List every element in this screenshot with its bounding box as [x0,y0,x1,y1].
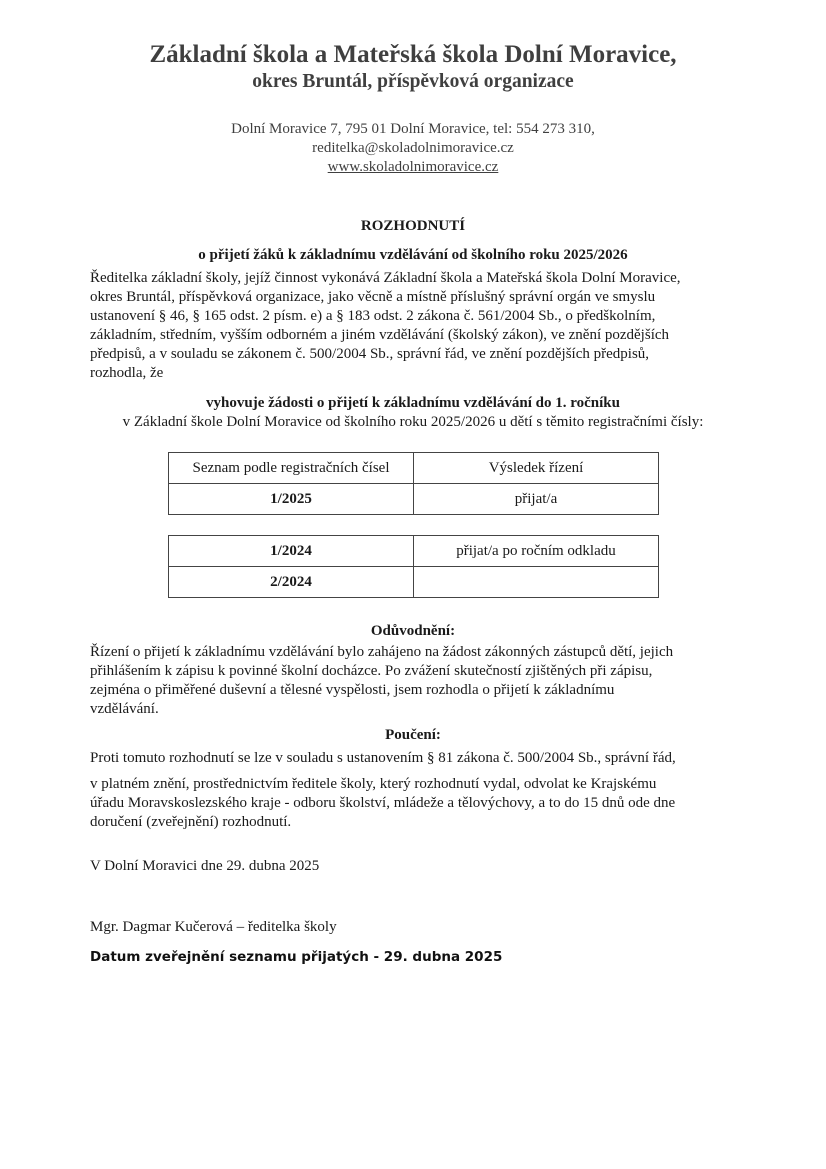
admission-result: přijat/a [414,484,659,515]
publication-date-note: Datum zveřejnění seznamu přijatých - 29. dubna 2025 [90,949,503,965]
intro-line: základním, středním, vyšším odborném a jiném vzdělávání (školský zákon), ve znění pozdějších [90,327,670,343]
table-row [169,536,659,567]
instruction-heading: Poučení: [385,727,441,743]
place-and-date: V Dolní Moravici dne 29. dubna 2025 [90,858,320,874]
column-header-registration: Seznam podle registračních čísel [169,453,414,484]
table-row [169,484,659,515]
decision-verdict-detail: v Základní škole Dolní Moravice od školního roku 2025/2026 u dětí s těmito registračními čísly: [122,414,704,430]
instruction-text [90,775,736,832]
table-header-row [169,453,659,484]
justification-line: vzdělávání. [90,701,159,717]
intro-line: předpisů, a v souladu se zákonem č. 500/2004 Sb., správní řád, ve znění pozdějších předpisů, [90,346,650,362]
school-website-link[interactable]: www.skoladolnimoravice.cz [327,159,499,175]
decision-verdict: vyhovuje žádosti o přijetí k základnímu vzdělávání do 1. ročníku [206,395,620,411]
justification-heading: Odůvodnění: [370,623,456,639]
instruction-line: v platném znění, prostřednictvím ředitele školy, který rozhodnutí vydal, odvolat ke Krajskému [90,776,657,792]
school-website-container [90,158,736,177]
table-row [169,567,659,598]
instruction-first-line: Proti tomuto rozhodnutí se lze v souladu s ustanovením § 81 zákona č. 500/2004 Sb., správní řád, [90,750,676,766]
admission-result: přijat/a po ročním odkladu [414,536,659,567]
intro-line: rozhodla, že [90,365,164,381]
school-district: okres Bruntál, příspěvková organizace [252,71,574,92]
registration-number: 2/2024 [169,567,414,598]
registration-number: 1/2025 [169,484,414,515]
instruction-line: doručení (zveřejnění) rozhodnutí. [90,814,292,830]
admission-result [414,567,659,598]
school-name: Základní škola a Mateřská škola Dolní Moravice, [149,41,677,68]
registration-table-2024 [168,535,659,598]
column-header-result: Výsledek řízení [414,453,659,484]
intro-line: ustanovení § 46, § 165 odst. 2 písm. e) a § 183 odst. 2 zákona č. 561/2004 Sb., o předškolním, [90,308,656,324]
registration-table-2025 [168,452,659,515]
justification-line: zejména o přiměřené duševní a tělesné vyspělosti, jsem rozhodla o přijetí k základnímu [90,682,615,698]
intro-line: okres Bruntál, příspěvková organizace, jako věcně a místně příslušný správní orgán ve smyslu [90,289,656,305]
intro-line: Ředitelka základní školy, jejíž činnost vykonává Základní škola a Mateřská škola Dolní Moravice, [90,270,681,286]
school-email[interactable]: reditelka@skoladolnimoravice.cz [312,140,514,156]
justification-line: přihlášením k zápisu k povinné školní docházce. Po zvážení skutečností zjištěných při zápisu, [90,663,653,679]
justification-text [90,643,736,719]
school-address: Dolní Moravice 7, 795 01 Dolní Moravice, tel: 554 273 310, [231,121,595,137]
signature: Mgr. Dagmar Kučerová – ředitelka školy [90,919,337,935]
decision-subheading: o přijetí žáků k základnímu vzdělávání od školního roku 2025/2026 [198,247,628,263]
registration-number: 1/2024 [169,536,414,567]
decision-heading: ROZHODNUTÍ [360,218,466,234]
instruction-line: úřadu Moravskoslezského kraje - odboru školství, mládeže a tělovýchovy, a to do 15 dnů ode dne [90,795,676,811]
justification-line: Řízení o přijetí k základnímu vzdělávání bylo zahájeno na žádost zákonných zástupců dětí, jejich [90,644,674,660]
decision-intro [90,269,736,383]
